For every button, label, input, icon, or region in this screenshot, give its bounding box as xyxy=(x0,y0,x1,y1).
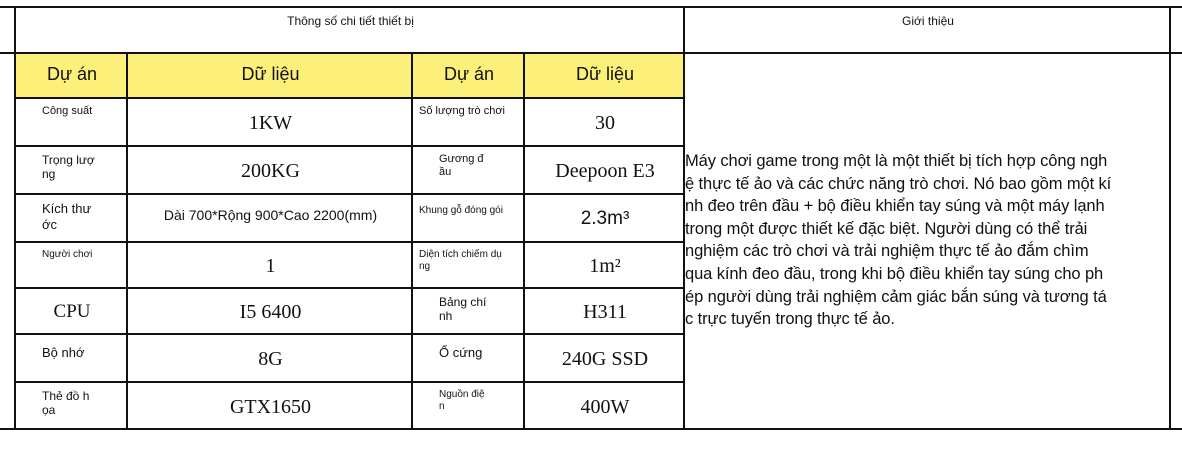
row-label: Thẻ đồ h ọa xyxy=(14,381,128,430)
row-label: Trọng lượ ng xyxy=(14,145,128,195)
row-value: H311 xyxy=(523,287,685,335)
table-top-border-right xyxy=(1171,6,1182,8)
row-label: Khung gỗ đóng gói xyxy=(411,193,525,243)
row-label: CPU xyxy=(14,287,128,335)
spec-header xyxy=(14,6,685,53)
intro-text xyxy=(683,52,1171,430)
row-value: I5 6400 xyxy=(126,287,413,335)
row-value: 1KW xyxy=(126,97,413,147)
row-value: GTX1650 xyxy=(126,381,413,430)
row-value: 8G xyxy=(126,333,413,383)
row-value: 1m² xyxy=(523,241,685,289)
col-header-project-1: Dự án xyxy=(14,52,128,99)
intro-header-label: Giới thiệu xyxy=(902,14,954,28)
intro-header xyxy=(683,6,1171,53)
row-label: Ổ cứng xyxy=(411,333,525,383)
table-right-border xyxy=(1169,6,1171,430)
table-subheader-left xyxy=(0,52,14,54)
row-value: 400W xyxy=(523,381,685,430)
row-label: Người chơi xyxy=(14,241,128,289)
row-label: Kích thư ớc xyxy=(14,193,128,243)
row-value: 200KG xyxy=(126,145,413,195)
row-label: Gương đ ầu xyxy=(411,145,525,195)
row-value: Deepoon E3 xyxy=(523,145,685,195)
row-value: 240G SSD xyxy=(523,333,685,383)
intro-paragraph: Máy chơi game trong một là một thiết bị tích hợp công ngh ệ thực tế ảo và các chức năng trò chơi. Nó bao gồm một kí nh đeo trên đầu + bộ điều khiển tay súng và một máy lạnh trong một được thiết kế đặc biệt. Người dùng có thể trải nghiệm các trò chơi và trải nghiệm thực tế ảo đắm chìm qua kính đeo đầu, trong khi bộ điều khiển tay súng cho ph ép người dùng trải nghiệm cảm giác bắn súng và tương tá c trực tuyến trong thực tế ảo. xyxy=(685,152,1112,329)
col-header-data-1: Dữ liệu xyxy=(126,52,413,99)
row-label: Nguồn điệ n xyxy=(411,381,525,430)
row-label: Bảng chí nh xyxy=(411,287,525,335)
row-label: Số lượng trò chơi xyxy=(411,97,525,147)
row-value: 1 xyxy=(126,241,413,289)
spec-header-label: Thông số chi tiết thiết bị xyxy=(287,14,414,28)
col-header-data-2: Dữ liệu xyxy=(523,52,685,99)
table-subheader-right xyxy=(1171,52,1182,54)
row-label: Diện tích chiếm dụ ng xyxy=(411,241,525,289)
col-header-project-2: Dự án xyxy=(411,52,525,99)
row-label: Công suất xyxy=(14,97,128,147)
row-value: Dài 700*Rộng 900*Cao 2200(mm) xyxy=(126,193,413,243)
table-bottom-border xyxy=(0,428,1182,430)
row-value: 2.3m³ xyxy=(523,193,685,243)
table-top-border xyxy=(0,6,14,8)
row-label: Bộ nhớ xyxy=(14,333,128,383)
row-value: 30 xyxy=(523,97,685,147)
